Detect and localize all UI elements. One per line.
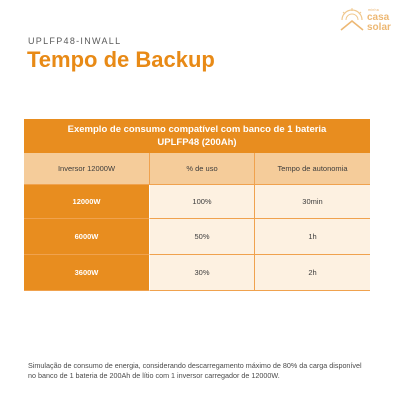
table-cell-usage: 50% bbox=[150, 219, 255, 255]
table-cell-usage: 30% bbox=[150, 255, 255, 291]
logo-tagline: minha bbox=[368, 8, 380, 12]
page-title: Tempo de Backup bbox=[27, 47, 215, 72]
footnote-line1: Simulação de consumo de energia, considerando descarregamento máximo de 80% da carga disponível bbox=[28, 361, 362, 370]
column-header-inverter: Inversor 12000W bbox=[24, 153, 150, 185]
backup-table bbox=[24, 119, 370, 291]
column-header-autonomy: Tempo de autonomia bbox=[255, 153, 370, 185]
column-header-usage: % de uso bbox=[150, 153, 255, 185]
logo-word-solar: solar bbox=[367, 22, 391, 33]
footnote-line2: no banco de 1 bateria de 200Ah de lítio com 1 inversor carregador de 12000W. bbox=[28, 371, 280, 380]
house-sun-icon bbox=[338, 8, 366, 32]
product-code: UPLFP48-INWALL bbox=[28, 36, 122, 46]
table-cell-usage: 100% bbox=[150, 185, 255, 219]
table-caption bbox=[24, 119, 370, 153]
table-caption-line2: UPLFP48 (200Ah) bbox=[157, 137, 237, 148]
logo-word-casa: casa bbox=[367, 12, 390, 23]
row-label-6000w: 6000W bbox=[24, 219, 150, 255]
table-caption-line1: Exemplo de consumo compatível com banco de 1 bateria bbox=[67, 124, 327, 135]
brand-logo bbox=[338, 6, 398, 36]
table-cell-autonomy: 1h bbox=[255, 219, 370, 255]
row-label-3600w: 3600W bbox=[24, 255, 150, 291]
table-cell-autonomy: 30min bbox=[255, 185, 370, 219]
row-label-12000w: 12000W bbox=[24, 185, 150, 219]
table-cell-autonomy: 2h bbox=[255, 255, 370, 291]
footnote bbox=[28, 361, 378, 381]
table-grid bbox=[24, 153, 370, 291]
